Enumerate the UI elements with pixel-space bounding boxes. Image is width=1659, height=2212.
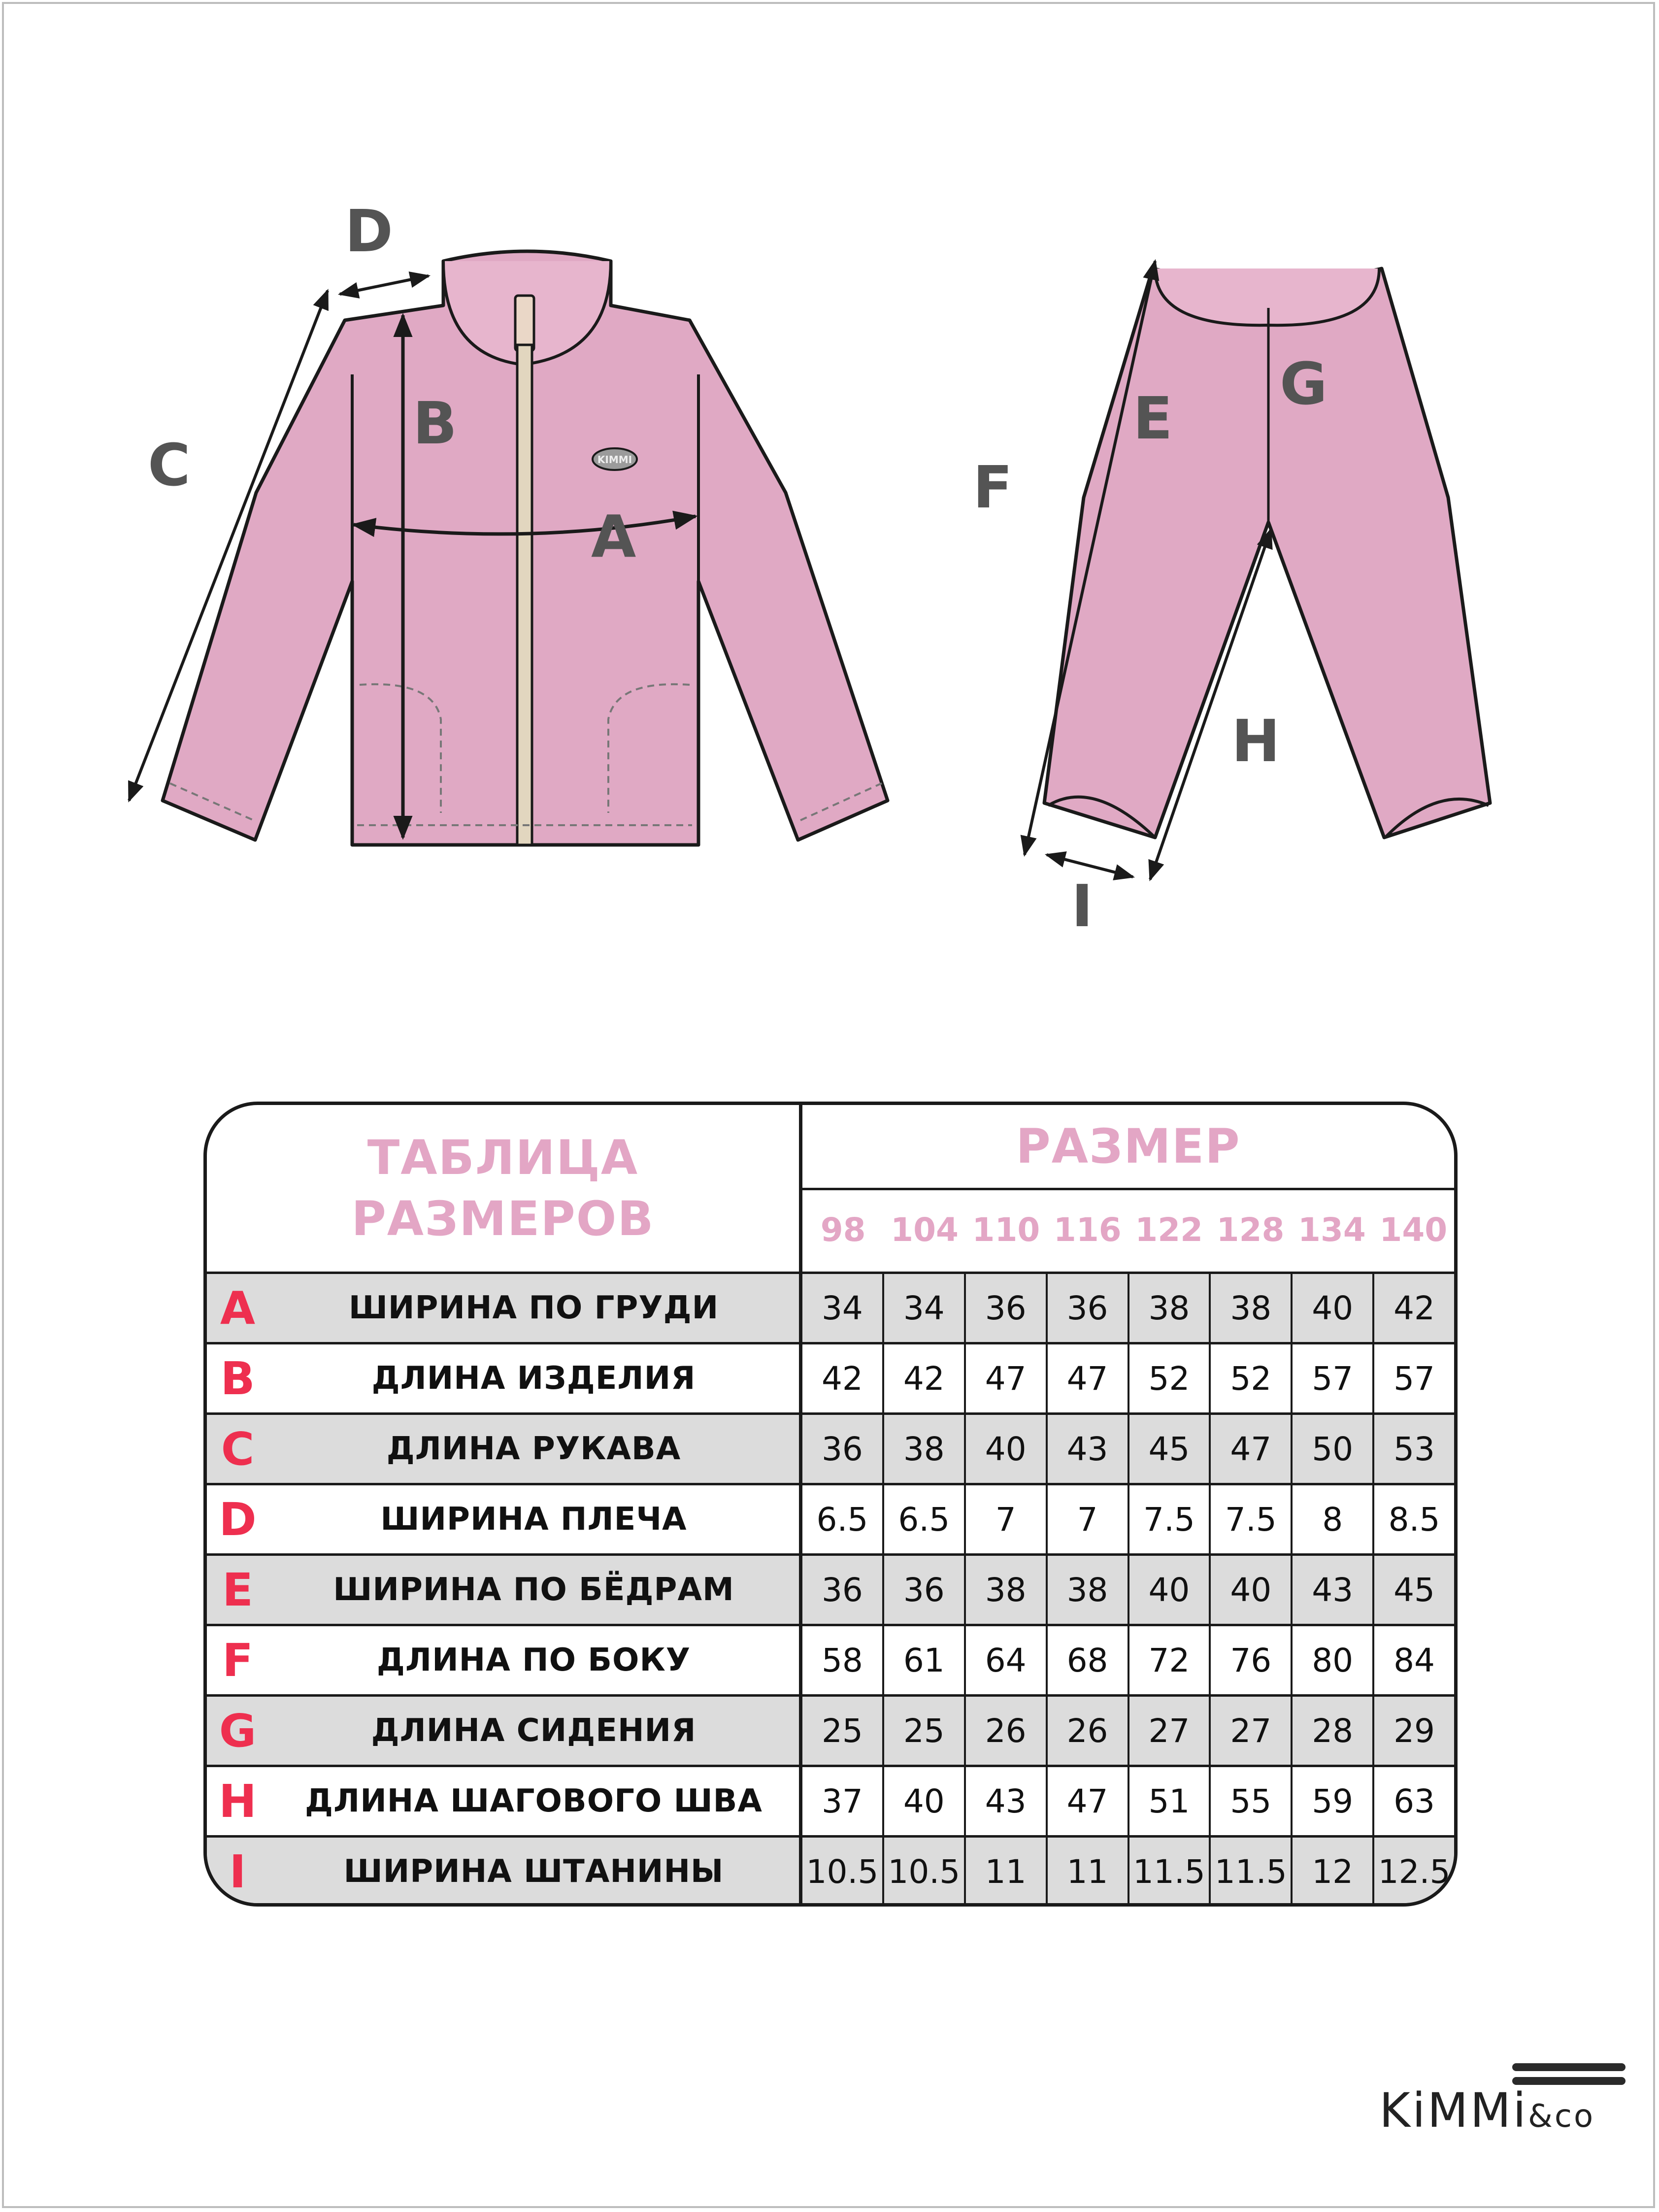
row-label: ШИРИНА ПО ГРУДИ — [348, 1290, 719, 1326]
size-header-label: РАЗМЕР — [1016, 1119, 1241, 1174]
row-letter: C — [221, 1422, 255, 1475]
row-values — [799, 1344, 1454, 1412]
size-col: 104 — [891, 1210, 959, 1249]
table-cell: 47 — [964, 1344, 1046, 1412]
table-cell: 40 — [1128, 1556, 1209, 1624]
table-cell: 52 — [1128, 1344, 1209, 1412]
row-label: ДЛИНА СИДЕНИЯ — [371, 1712, 697, 1749]
label-a: A — [591, 503, 636, 570]
table-row — [207, 1553, 1454, 1624]
table-cell: 80 — [1291, 1626, 1372, 1694]
table-cell: 29 — [1372, 1697, 1454, 1765]
table-cell: 34 — [821, 1289, 863, 1327]
table-cell: 47 — [1046, 1767, 1128, 1835]
table-cell: 61 — [882, 1626, 964, 1694]
size-col: 116 — [1053, 1210, 1122, 1249]
table-cell: 63 — [1372, 1767, 1454, 1835]
row-letter: A — [220, 1281, 256, 1335]
table-cell: 7 — [1046, 1485, 1128, 1553]
table-cell: 42 — [821, 1359, 863, 1398]
table-cell: 43 — [1291, 1556, 1372, 1624]
row-label: ДЛИНА РУКАВА — [386, 1431, 681, 1467]
garment-diagram — [0, 0, 1659, 1035]
table-cell: 47 — [1046, 1344, 1128, 1412]
header-divider — [799, 1105, 802, 1272]
table-row — [207, 1694, 1454, 1765]
row-values — [799, 1767, 1454, 1835]
table-cell: 47 — [1209, 1415, 1291, 1483]
row-values — [799, 1838, 1454, 1906]
label-h: H — [1231, 707, 1280, 775]
table-row — [207, 1412, 1454, 1483]
table-cell: 38 — [964, 1556, 1046, 1624]
row-letter: H — [219, 1775, 257, 1828]
size-col: 98 — [820, 1210, 866, 1249]
table-cell: 43 — [1046, 1415, 1128, 1483]
size-col: 110 — [972, 1210, 1040, 1249]
row-label: ШИРИНА ШТАНИНЫ — [343, 1853, 724, 1890]
table-cell: 7.5 — [1128, 1485, 1209, 1553]
table-cell: 72 — [1128, 1626, 1209, 1694]
table-cell: 7 — [964, 1485, 1046, 1553]
row-letter: G — [219, 1704, 257, 1757]
table-cell: 11 — [1046, 1838, 1128, 1906]
row-letter: D — [219, 1493, 257, 1546]
table-title-line2: РАЗМЕРОВ — [351, 1191, 655, 1246]
table-cell: 59 — [1291, 1767, 1372, 1835]
row-letter: B — [220, 1352, 255, 1405]
table-cell: 84 — [1372, 1626, 1454, 1694]
table-cell: 57 — [1372, 1344, 1454, 1412]
table-cell: 38 — [1209, 1274, 1291, 1342]
table-cell: 40 — [1209, 1556, 1291, 1624]
row-values — [799, 1556, 1454, 1624]
table-cell: 42 — [882, 1344, 964, 1412]
size-col: 122 — [1135, 1210, 1203, 1249]
table-title-line1: ТАБЛИЦА — [367, 1130, 639, 1185]
table-cell: 12 — [1291, 1838, 1372, 1906]
table-rows — [207, 1272, 1454, 1906]
table-cell: 7.5 — [1209, 1485, 1291, 1553]
row-letter: I — [229, 1845, 246, 1898]
table-row — [207, 1835, 1454, 1906]
label-d: D — [345, 197, 393, 265]
table-cell: 26 — [964, 1697, 1046, 1765]
zipper-pull — [515, 296, 534, 351]
label-i: I — [1071, 872, 1093, 940]
label-b: B — [413, 389, 457, 457]
table-cell: 27 — [1128, 1697, 1209, 1765]
table-cell: 52 — [1209, 1344, 1291, 1412]
table-cell: 28 — [1291, 1697, 1372, 1765]
row-values — [799, 1415, 1454, 1483]
table-cell: 8 — [1291, 1485, 1372, 1553]
table-cell: 27 — [1209, 1697, 1291, 1765]
table-row — [207, 1765, 1454, 1835]
table-cell: 10.5 — [882, 1838, 964, 1906]
table-cell: 55 — [1209, 1767, 1291, 1835]
arrow-d — [340, 276, 429, 294]
table-cell: 36 — [1046, 1274, 1128, 1342]
table-title — [207, 1105, 799, 1272]
table-cell: 11 — [964, 1838, 1046, 1906]
table-cell: 45 — [1128, 1415, 1209, 1483]
size-col: 128 — [1216, 1210, 1285, 1249]
table-cell: 6.5 — [816, 1500, 868, 1539]
table-cell: 40 — [882, 1767, 964, 1835]
label-e: E — [1133, 384, 1173, 452]
table-cell: 68 — [1046, 1626, 1128, 1694]
row-letter: E — [222, 1563, 253, 1616]
table-cell: 36 — [964, 1274, 1046, 1342]
table-cell: 51 — [1128, 1767, 1209, 1835]
table-cell: 26 — [1046, 1697, 1128, 1765]
table-cell: 58 — [821, 1641, 863, 1679]
row-letter: F — [222, 1634, 253, 1687]
table-cell: 43 — [964, 1767, 1046, 1835]
table-cell: 8.5 — [1372, 1485, 1454, 1553]
table-cell: 45 — [1372, 1556, 1454, 1624]
table-row — [207, 1272, 1454, 1342]
table-cell: 11.5 — [1128, 1838, 1209, 1906]
row-label: ШИРИНА ПО БЁДРАМ — [333, 1572, 734, 1608]
table-row — [207, 1624, 1454, 1694]
size-header — [802, 1105, 1454, 1188]
table-cell: 57 — [1291, 1344, 1372, 1412]
size-col: 134 — [1298, 1210, 1366, 1249]
table-cell: 10.5 — [806, 1852, 879, 1891]
table-cell: 42 — [1372, 1274, 1454, 1342]
jacket-illustration — [163, 251, 888, 845]
size-col: 140 — [1379, 1210, 1448, 1249]
table-cell: 6.5 — [882, 1485, 964, 1553]
brand-name: KiMMi&co — [1379, 2083, 1595, 2138]
table-cell: 38 — [882, 1415, 964, 1483]
table-row — [207, 1483, 1454, 1553]
row-values — [799, 1626, 1454, 1694]
table-cell: 36 — [821, 1430, 863, 1468]
logo-patch-text: KIMMI — [597, 454, 632, 466]
table-cell: 36 — [821, 1571, 863, 1609]
size-columns — [802, 1190, 1454, 1269]
label-f: F — [973, 453, 1013, 521]
brand-logo — [1379, 2063, 1626, 2137]
table-row — [207, 1342, 1454, 1412]
table-cell: 25 — [882, 1697, 964, 1765]
table-cell: 37 — [821, 1782, 863, 1820]
table-cell: 40 — [1291, 1274, 1372, 1342]
label-c: C — [148, 431, 191, 499]
table-cell: 64 — [964, 1626, 1046, 1694]
table-cell: 12.5 — [1372, 1838, 1454, 1906]
table-cell: 38 — [1046, 1556, 1128, 1624]
label-g: G — [1280, 350, 1327, 418]
row-values — [799, 1485, 1454, 1553]
table-cell: 34 — [882, 1274, 964, 1342]
table-cell: 38 — [1128, 1274, 1209, 1342]
table-cell: 50 — [1291, 1415, 1372, 1483]
table-cell: 25 — [821, 1711, 863, 1750]
table-cell: 40 — [964, 1415, 1046, 1483]
row-label: ДЛИНА ИЗДЕЛИЯ — [371, 1360, 696, 1397]
table-cell: 11.5 — [1209, 1838, 1291, 1906]
size-table — [203, 1102, 1458, 1907]
row-label: ДЛИНА ПО БОКУ — [376, 1642, 691, 1678]
row-label: ШИРИНА ПЛЕЧА — [380, 1501, 687, 1538]
table-cell: 53 — [1372, 1415, 1454, 1483]
zipper — [517, 345, 532, 845]
row-values — [799, 1274, 1454, 1342]
table-cell: 36 — [882, 1556, 964, 1624]
row-values — [799, 1697, 1454, 1765]
row-label: ДЛИНА ШАГОВОГО ШВА — [305, 1783, 763, 1819]
table-cell: 76 — [1209, 1626, 1291, 1694]
